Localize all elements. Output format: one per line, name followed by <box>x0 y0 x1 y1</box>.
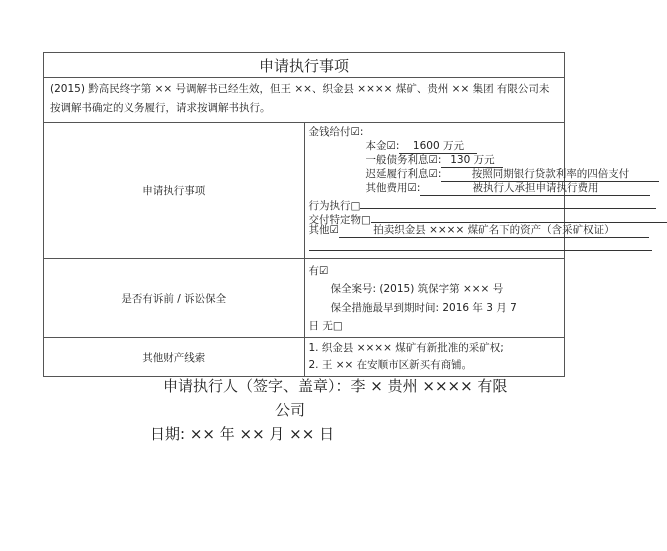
property-item: 1. 织金县 ×××× 煤矿有新批准的采矿权; <box>308 342 504 354</box>
signature-line-2: 公司 <box>275 401 306 419</box>
act-blank <box>360 195 656 209</box>
blank-line <box>309 237 652 251</box>
application-table <box>43 52 630 377</box>
property-content <box>304 338 565 377</box>
other-fee-row <box>309 181 599 195</box>
litigation-yes: 有☑ <box>308 265 329 277</box>
litigation-deadline: 保全措施最早到期时间: 2016 年 3 月 7 <box>330 302 517 314</box>
litigation-tail: 日 无□ <box>308 320 343 332</box>
litigation-label: 是否有诉前 / 诉讼保全 <box>44 259 305 338</box>
table-title: 申请执行事项 <box>44 53 565 78</box>
signature-line: 申请执行人（签字、盖章）：李 × 贵州 ×××× 有限 <box>163 377 508 395</box>
litigation-case-no: 保全案号: (2015) 筑保字第 ××× 号 <box>330 283 504 295</box>
act-row <box>308 195 561 212</box>
principal-row <box>309 139 561 153</box>
deliver-blank <box>371 209 667 223</box>
principal-value: 1600 万元 <box>399 140 477 154</box>
exec-label: 申请执行事项 <box>44 123 305 259</box>
other-value: 拍卖织金县 ×××× 煤矿名下的资产（含采矿权证） <box>339 224 649 238</box>
blank-row <box>309 237 561 251</box>
date-line: 日期: ×× 年 ×× 月 ×× 日 <box>150 425 335 443</box>
litigation-content <box>304 259 565 338</box>
other-fee-label: 其他费用☑: <box>365 182 421 194</box>
delay-interest-row <box>309 167 630 181</box>
debt-interest-label: 一般债务利息☑: <box>365 154 442 166</box>
other-row <box>308 223 615 237</box>
deliver-row <box>308 209 561 226</box>
debt-interest-value: 130 万元 <box>441 154 503 168</box>
intro-text: (2015) 黔高民终字第 ×× 号调解书已经生效，但王 ××、织金县 ×××× 煤矿、贵州 ×× 集团 有限公司未按调解书确定的义务履行，请求按调解书执行。 <box>44 78 565 123</box>
delay-interest-value: 按照同期银行贷款利率的四倍支付 <box>441 168 659 182</box>
other-fee-value: 被执行人承担申请执行费用 <box>420 182 650 196</box>
money-heading: 金钱给付☑: <box>308 126 364 138</box>
principal-label: 本金☑: <box>365 140 400 152</box>
act-label: 行为执行□ <box>308 200 361 212</box>
property-label: 其他财产线索 <box>44 338 305 377</box>
delay-interest-label: 迟延履行利息☑: <box>365 168 442 180</box>
exec-content <box>304 123 630 259</box>
property-item: 2. 王 ×× 在安顺市区新买有商铺。 <box>308 359 473 371</box>
other-label: 其他☑ <box>308 224 339 236</box>
deliver-label: 交付特定物□ <box>308 214 371 226</box>
debt-interest-row <box>309 153 561 167</box>
